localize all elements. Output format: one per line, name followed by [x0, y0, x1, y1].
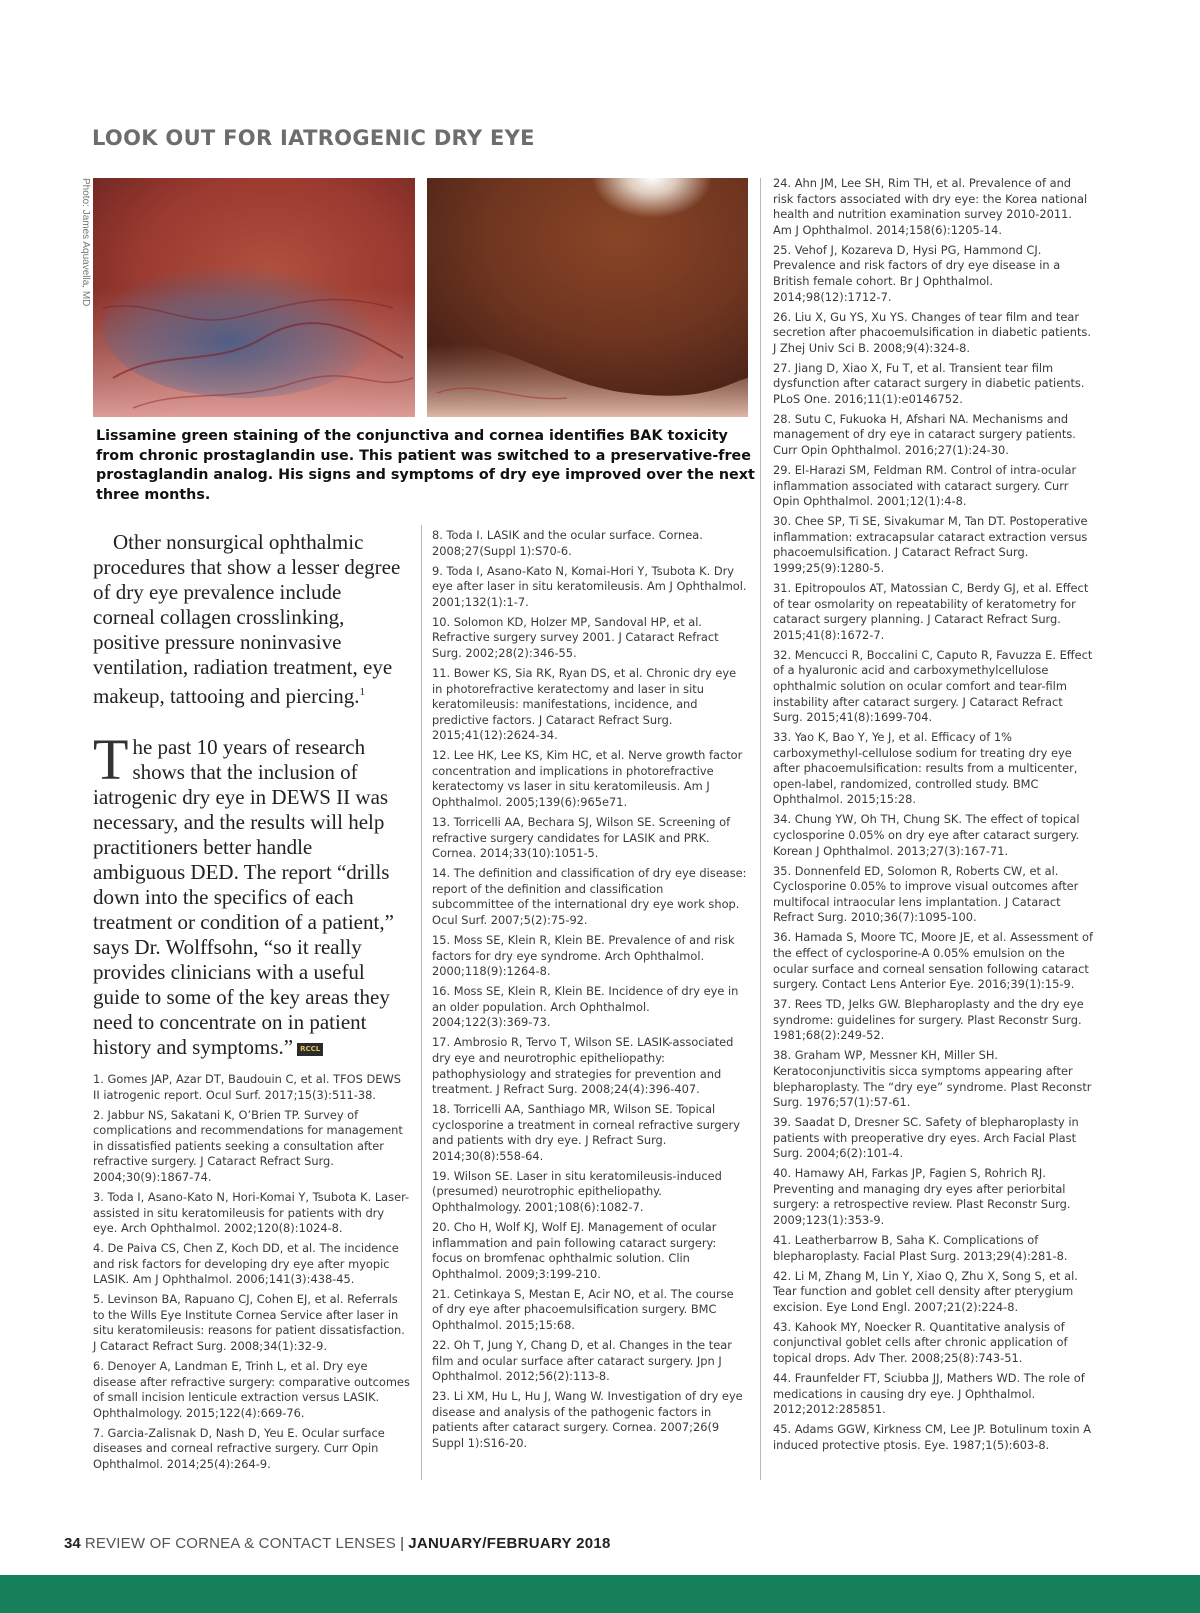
- reference-item: 35. Donnenfeld ED, Solomon R, Roberts CW, et al. Cyclosporine 0.05% to improve visual outcomes after multifocal intraocular lens implantation. J Cataract Refract Surg. 2010;36(7):1095-100.: [773, 863, 1079, 925]
- reference-item: 1. Gomes JAP, Azar DT, Baudouin C, et al. TFOS DEWS II iatrogenic report. Ocul Surf. 2017;15(3):511-38.: [93, 1072, 401, 1102]
- reference-item: 27. Jiang D, Xiao X, Fu T, et al. Transient tear film dysfunction after cataract surgery in diabetic patients. PLoS One. 2016;11(1):e0146752.: [773, 360, 1085, 406]
- end-of-article-mark: RCCL: [297, 1043, 323, 1056]
- reference-item: 42. Li M, Zhang M, Lin Y, Xiao Q, Zhu X, Song S, et al. Tear function and goblet cell density after pterygium excision. Eye Lond Engl. 2007;21(2):224-8.: [773, 1268, 1078, 1314]
- references-left-list: [93, 1072, 411, 1477]
- footer-color-bar: [0, 1575, 1200, 1613]
- body-paragraph-2: [93, 727, 405, 1060]
- references-middle-list: [432, 528, 748, 1456]
- body-paragraph-1: [93, 530, 405, 709]
- reference-item: 2. Jabbur NS, Sakatani K, O’Brien TP. Survey of complications and recommendations for management in dissatisfied patients seeking a consultation after refractive surgery. J Cataract Refract Surg. 2004;30(9):1867-74.: [93, 1107, 403, 1184]
- reference-item: 12. Lee HK, Lee KS, Kim HC, et al. Nerve growth factor concentration and implications in photorefractive keratectomy vs laser in situ keratomileusis. Am J Ophthalmol. 2005;139(6):965e71.: [432, 748, 743, 810]
- reference-item: 14. The definition and classification of dry eye disease: report of the definition and classification subcommittee of the international dry eye work shop. Ocul Surf. 2007;5(2):75-92.: [432, 866, 747, 927]
- column-divider: [760, 178, 761, 1480]
- reference-item: 6. Denoyer A, Landman E, Trinh L, et al. Dry eye disease after refractive surgery: comparative outcomes of small incision lenticule extraction versus LASIK. Ophthalmology. 2015;122(4):669-76.: [93, 1359, 410, 1420]
- body-paragraph-1-text: Other nonsurgical ophthalmic procedures that show a lesser degree of dry eye prevalence include corneal collagen crosslinking, positive pressure noninvasive ventilation, radiation treatment, eye makeup, tattooing and piercing.: [93, 530, 401, 708]
- reference-item: 8. Toda I. LASIK and the ocular surface. Cornea. 2008;27(Suppl 1):S70-6.: [432, 528, 703, 558]
- page-number: 34: [64, 1535, 81, 1552]
- reference-item: 13. Torricelli AA, Bechara SJ, Wilson SE. Screening of refractive surgery candidates for LASIK and PRK. Cornea. 2014;33(10):1051-5.: [432, 815, 731, 861]
- reference-item: 41. Leatherbarrow B, Saha K. Complications of blepharoplasty. Facial Plast Surg. 2013;29(4):281-8.: [773, 1233, 1068, 1263]
- reference-item: 3. Toda I, Asano-Kato N, Hori-Komai Y, Tsubota K. Laser-assisted in situ keratomileusis for patients with dry eye. Arch Ophthalmol. 2002;120(8):1024-8.: [93, 1189, 410, 1236]
- reference-item: 38. Graham WP, Messner KH, Miller SH. Keratoconjunctivitis sicca symptoms appearing after blepharoplasty. The “dry eye” syndrome. Plast Reconstr Surg. 1976;57(1):57-61.: [773, 1048, 1092, 1110]
- figure-caption: Lissamine green staining of the conjunctiva and cornea identifies BAK toxicity from chronic prostaglandin use. This patient was switched to a preservative-free prostaglandin analog. His signs and symptoms of dry eye improved over the next three months.: [96, 428, 755, 503]
- improved-eye-image: [427, 178, 748, 417]
- eye-photo-improved: [427, 178, 748, 417]
- reference-item: 32. Mencucci R, Boccalini C, Caputo R, Favuzza E. Effect of a hyaluronic acid and carboxymethylcellulose ophthalmic solution on ocular comfort and tear-film instability after cataract surgery. J Cataract Refract Surg. 2015;41(8):1699-704.: [773, 647, 1093, 725]
- column-divider: [421, 525, 422, 1480]
- reference-item: 39. Saadat D, Dresner SC. Safety of blepharoplasty in patients with preoperative dry eyes. Arch Facial Plast Surg. 2004;6(2):101-4.: [773, 1115, 1079, 1161]
- section-title: LOOK OUT FOR IATROGENIC DRY EYE: [92, 126, 535, 150]
- reference-item: 29. El-Harazi SM, Feldman RM. Control of intra-ocular inflammation associated with cataract surgery. Curr Opin Ophthalmol. 2001;12(1):4-8.: [773, 463, 1077, 509]
- reference-item: 10. Solomon KD, Holzer MP, Sandoval HP, et al. Refractive surgery survey 2001. J Cataract Refract Surg. 2002;28(2):346-55.: [432, 614, 719, 660]
- reference-item: 21. Cetinkaya S, Mestan E, Acir NO, et al. The course of dry eye after phacoemulsification surgery. BMC Ophthalmol. 2015;15:68.: [432, 1286, 734, 1332]
- reference-item: 30. Chee SP, Ti SE, Sivakumar M, Tan DT. Postoperative inflammation: extracapsular cataract extraction versus phacoemulsification. J Cataract Refract Surg. 1999;25(9):1280-5.: [773, 514, 1088, 575]
- reference-item: 37. Rees TD, Jelks GW. Blepharoplasty and the dry eye syndrome: guidelines for surgery. Plast Reconstr Surg. 1981;68(2):249-52.: [773, 997, 1084, 1043]
- photo-credit: Photo: James Aquavella, MD: [80, 178, 91, 307]
- reference-item: 11. Bower KS, Sia RK, Ryan DS, et al. Chronic dry eye in photorefractive keratectomy and laser in situ keratomileusis: manifestations, incidence, and predictive factors. J Cataract Refract Surg. 2015;41(12):2624-34.: [432, 665, 737, 743]
- footer-separator: |: [400, 1535, 405, 1552]
- citation-superscript: 1: [359, 686, 366, 698]
- reference-item: 23. Li XM, Hu L, Hu J, Wang W. Investigation of dry eye disease and analysis of the pathogenic factors in patients after cataract surgery. Cornea. 2007;26(9 Suppl 1):S16-20.: [432, 1389, 743, 1450]
- reference-item: 40. Hamawy AH, Farkas JP, Fagien S, Rohrich RJ. Preventing and managing dry eyes after periorbital surgery: a retrospective review. Plast Reconstr Surg. 2009;123(1):353-9.: [773, 1166, 1071, 1228]
- reference-item: 45. Adams GGW, Kirkness CM, Lee JP. Botulinum toxin A induced protective ptosis. Eye. 1987;1(5):603-8.: [773, 1422, 1092, 1452]
- body-paragraph-2-text: he past 10 years of research shows that the inclusion of iatrogenic dry eye in DEWS II was necessary, and the results will help practitioners better handle ambiguous DED. The report “drills down into the specifics of each treatment or condition of a patient,” says Dr. Wolffsohn, “so it really provides clinicians with a useful guide to some of the key areas they need to concentrate on in patient history and symptoms.”: [93, 735, 394, 1059]
- reference-item: 19. Wilson SE. Laser in situ keratomileusis-induced (presumed) neurotrophic epitheliopathy. Ophthalmology. 2001;108(6):1082-7.: [432, 1168, 722, 1215]
- reference-item: 24. Ahn JM, Lee SH, Rim TH, et al. Prevalence of and risk factors associated with dry eye: the Korea national health and nutrition examination survey 2010-2011. Am J Ophthalmol. 2014;158(6):1205-14.: [773, 176, 1088, 237]
- body-text-column: [93, 530, 405, 1060]
- reference-item: 18. Torricelli AA, Santhiago MR, Wilson SE. Topical cyclosporine a treatment in corneal refractive surgery and patients with dry eye. J Refract Surg. 2014;30(8):558-64.: [432, 1102, 740, 1163]
- references-right-list: [773, 176, 1093, 1458]
- reference-item: 34. Chung YW, Oh TH, Chung SK. The effect of topical cyclosporine 0.05% on dry eye after cataract surgery. Korean J Ophthalmol. 2013;27(3):167-71.: [773, 812, 1080, 858]
- reference-item: 15. Moss SE, Klein R, Klein BE. Prevalence of and risk factors for dry eye syndrome. Arch Ophthalmol. 2000;118(9):1264-8.: [432, 932, 735, 979]
- reference-item: 26. Liu X, Gu YS, Xu YS. Changes of tear film and tear secretion after phacoemulsification in diabetic patients. J Zhej Univ Sci B. 2008;9(4):324-8.: [773, 309, 1091, 355]
- reference-item: 31. Epitropoulos AT, Matossian C, Berdy GJ, et al. Effect of tear osmolarity on repeatability of keratometry for cataract surgery planning. J Cataract Refract Surg. 2015;41(8):1672-7.: [773, 580, 1089, 642]
- reference-item: 43. Kahook MY, Noecker R. Quantitative analysis of conjunctival goblet cells after chronic application of topical drops. Adv Ther. 2008;25(8):743-51.: [773, 1319, 1068, 1365]
- reference-item: 22. Oh T, Jung Y, Chang D, et al. Changes in the tear film and ocular surface after cataract surgery. Jpn J Ophthalmol. 2012;56(2):113-8.: [432, 1337, 732, 1384]
- reference-item: 9. Toda I, Asano-Kato N, Komai-Hori Y, Tsubota K. Dry eye after laser in situ keratomileusis. Am J Ophthalmol. 2001;132(1):1-7.: [432, 563, 747, 609]
- reference-item: 28. Sutu C, Fukuoka H, Afshari NA. Mechanisms and management of dry eye in cataract surgery patients. Curr Opin Ophthalmol. 2016;27(1):24-30.: [773, 411, 1076, 458]
- reference-item: 44. Fraunfelder FT, Sciubba JJ, Mathers WD. The role of medications in causing dry eye. J Ophthalmol. 2012;2012:285851.: [773, 1370, 1085, 1417]
- reference-item: 36. Hamada S, Moore TC, Moore JE, et al. Assessment of the effect of cyclosporine-A 0.05% emulsion on the ocular surface and corneal sensation following cataract surgery. Contact Lens Anterior Eye. 2016;39(1):15-9.: [773, 930, 1094, 992]
- reference-item: 4. De Paiva CS, Chen Z, Koch DD, et al. The incidence and risk factors for developing dry eye after myopic LASIK. Am J Ophthalmol. 2006;141(3):438-45.: [93, 1241, 399, 1287]
- reference-item: 20. Cho H, Wolf KJ, Wolf EJ. Management of ocular inflammation and pain following cataract surgery: focus on bromfenac ophthalmic solution. Clin Ophthalmol. 2009;3:199-210.: [432, 1220, 717, 1281]
- drop-cap: T: [93, 727, 129, 792]
- page-footer: [64, 1535, 611, 1552]
- reference-item: 5. Levinson BA, Rapuano CJ, Cohen EJ, et al. Referrals to the Wills Eye Institute Cornea Service after laser in situ keratomileusis: reasons for patient dissatisfaction. J Cataract Refract Surg. 2008;34(1):32-9.: [93, 1292, 405, 1354]
- stained-conjunctiva-image: [93, 178, 415, 417]
- journal-name: REVIEW OF CORNEA & CONTACT LENSES: [84, 1535, 396, 1552]
- reference-item: 7. Garcia-Zalisnak D, Nash D, Yeu E. Ocular surface diseases and corneal refractive surgery. Curr Opin Ophthalmol. 2014;25(4):264-9.: [93, 1425, 385, 1471]
- reference-item: 16. Moss SE, Klein R, Klein BE. Incidence of dry eye in an older population. Arch Ophthalmol. 2004;122(3):369-73.: [432, 984, 739, 1030]
- reference-item: 33. Yao K, Bao Y, Ye J, et al. Efficacy of 1% carboxymethyl-cellulose sodium for treating dry eye after phacoemulsification: results from a multicenter, open-label, randomized, controlled study. BMC Ophthalmol. 2015;15:28.: [773, 730, 1078, 807]
- issue-date: JANUARY/FEBRUARY 2018: [408, 1535, 611, 1552]
- reference-item: 25. Vehof J, Kozareva D, Hysi PG, Hammond CJ. Prevalence and risk factors of dry eye disease in a British female cohort. Br J Ophthalmol. 2014;98(12):1712-7.: [773, 242, 1061, 304]
- eye-photo-stained: [93, 178, 415, 417]
- reference-item: 17. Ambrosio R, Tervo T, Wilson SE. LASIK-associated dry eye and neurotrophic epitheliopathy: pathophysiology and strategies for prevention and treatment. J Refract Surg. 2008;24(4):396-407.: [432, 1035, 734, 1097]
